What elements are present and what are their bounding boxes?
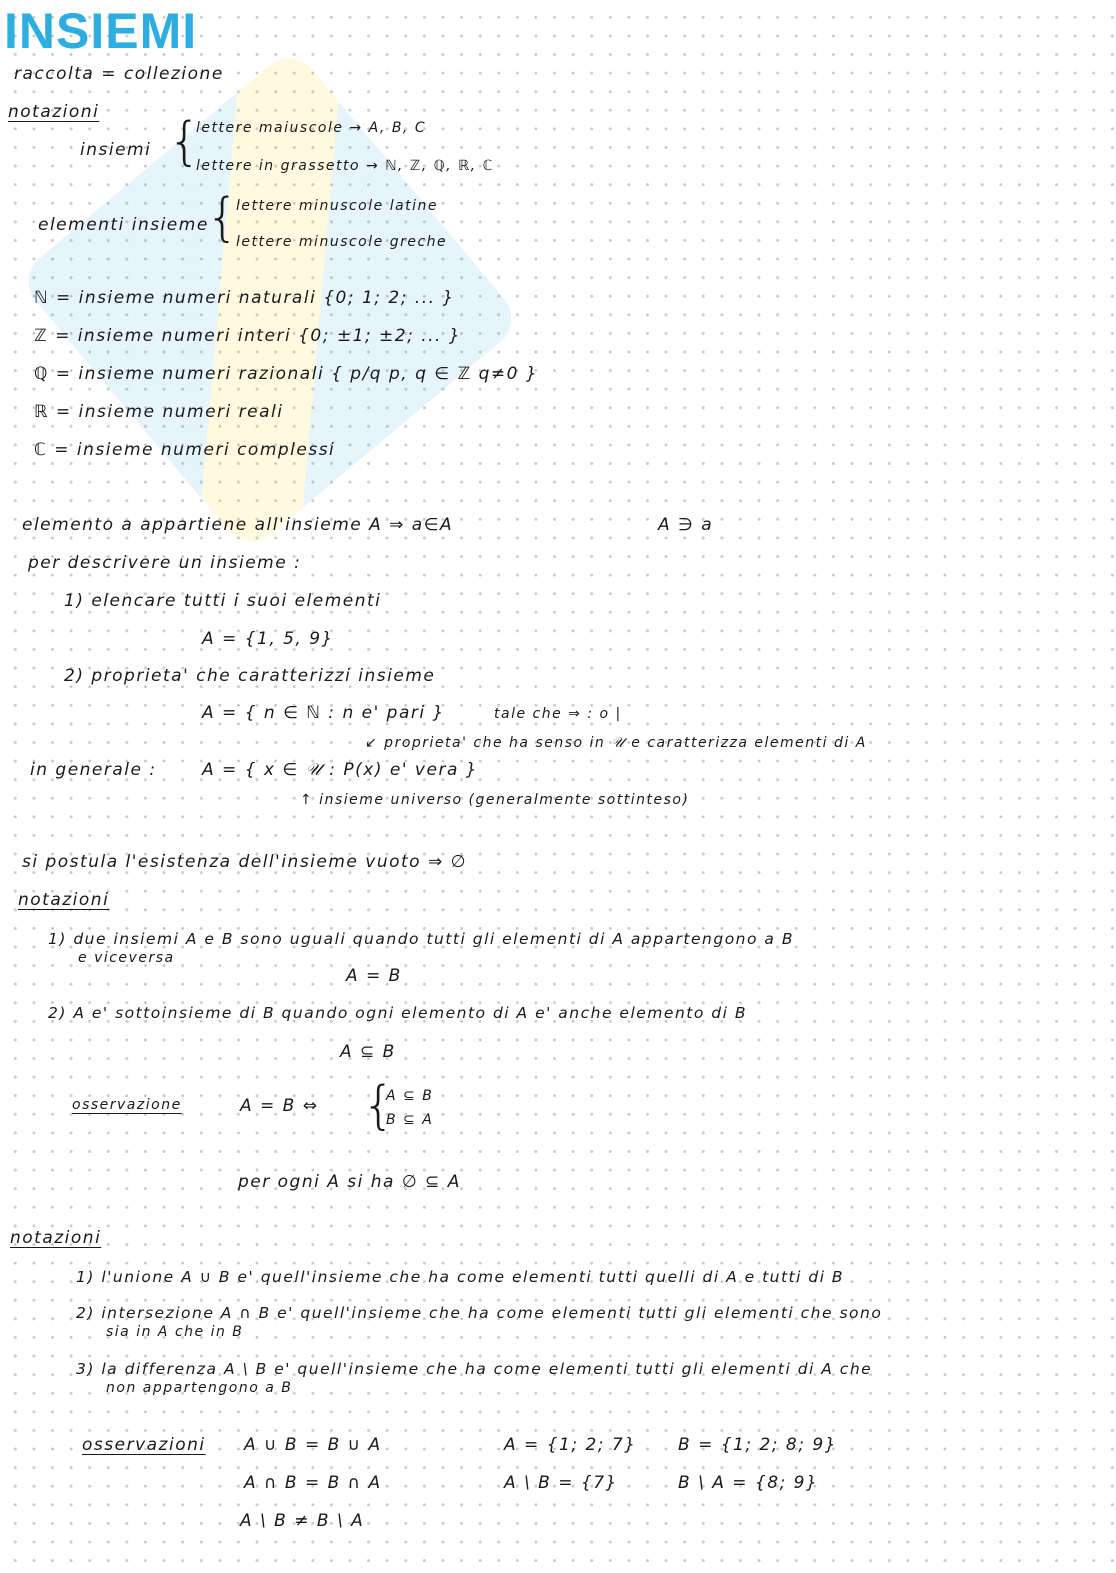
formula: A = B	[346, 966, 402, 986]
page-title: INSIEMI	[4, 3, 198, 59]
general-label: in generale :	[30, 760, 157, 780]
set-definition: ℤ = insieme numeri interi {0; ±1; ±2; ... }	[34, 326, 462, 346]
list-item: 2) A e' sottoinsieme di B quando ogni elemento di A e' anche elemento di B	[48, 1004, 747, 1022]
empty-set-line: si postula l'esistenza dell'insieme vuoto ⇒ ∅	[22, 852, 467, 872]
obs-label: osservazioni	[82, 1435, 206, 1455]
describe-step: 2) proprieta' che caratterizzi insieme	[64, 666, 436, 686]
example: B \ A = {8; 9}	[678, 1473, 819, 1493]
set-definition: ℂ = insieme numeri complessi	[34, 440, 336, 460]
section-heading: notazioni	[10, 1228, 102, 1248]
membership-line: elemento a appartiene all'insieme A ⇒ a∈A	[22, 515, 454, 535]
example: A \ B = {7}	[504, 1473, 618, 1493]
formula: A = {1, 5, 9}	[202, 629, 334, 649]
set-definition: ℕ = insieme numeri naturali {0; 1; 2; ... }	[34, 288, 455, 308]
membership-alt: A ∋ a	[658, 515, 714, 535]
case: A ⊆ B	[386, 1088, 434, 1104]
list-item-cont: non appartengono a B	[106, 1380, 293, 1396]
insiemi-item: lettere maiuscole → A, B, C	[196, 120, 427, 136]
formula: A = B ⇔	[240, 1096, 319, 1116]
formula: A = { n ∈ ℕ : n e' pari }	[202, 703, 445, 723]
note: ↑ insieme universo (generalmente sottinteso)	[300, 792, 690, 808]
label-insiemi: insiemi	[80, 140, 152, 160]
formula: per ogni A si ha ∅ ⊆ A	[238, 1172, 461, 1192]
brace-icon: {	[168, 112, 202, 172]
brace-icon: {	[362, 1076, 396, 1136]
intro-line: raccolta = collezione	[14, 64, 224, 84]
elementi-item: lettere minuscole greche	[236, 234, 448, 250]
label-elementi: elementi insieme	[38, 215, 209, 235]
list-item: 1) l'unione A ∪ B e' quell'insieme che ha come elementi tutti quelli di A e tutti di B	[76, 1268, 845, 1286]
list-item: 1) due insiemi A e B sono uguali quando tutti gli elementi di A appartengono a B	[48, 930, 794, 948]
note: ↙ proprieta' che ha senso in 𝒰 e caratterizza elementi di A	[365, 735, 867, 751]
formula: A \ B ≠ B \ A	[240, 1511, 365, 1531]
set-definition: ℝ = insieme numeri reali	[34, 402, 284, 422]
describe-heading: per descrivere un insieme :	[28, 553, 302, 573]
case: B ⊆ A	[386, 1112, 434, 1128]
describe-step: 1) elencare tutti i suoi elementi	[64, 591, 382, 611]
list-item-cont: sia in A che in B	[106, 1324, 244, 1340]
elementi-item: lettere minuscole latine	[236, 198, 439, 214]
formula: A ⊆ B	[340, 1042, 396, 1062]
list-item-cont: e viceversa	[78, 950, 175, 966]
set-definition: ℚ = insieme numeri razionali { p/q p, q ∈ ℤ q≠0 }	[34, 364, 539, 384]
formula: A ∪ B = B ∪ A	[244, 1435, 382, 1455]
formula: A ∩ B = B ∩ A	[244, 1473, 382, 1493]
example: B = {1; 2; 8; 9}	[678, 1435, 838, 1455]
obs-label: osservazione	[72, 1097, 182, 1113]
list-item: 3) la differenza A \ B e' quell'insieme che ha come elementi tutti gli elementi di A che	[76, 1360, 873, 1378]
formula: A = { x ∈ 𝒰 : P(x) e' vera }	[202, 760, 479, 780]
list-item: 2) intersezione A ∩ B e' quell'insieme che ha come elementi tutti gli elementi che sono	[76, 1304, 883, 1322]
example: A = {1; 2; 7}	[504, 1435, 637, 1455]
insiemi-item: lettere in grassetto → ℕ, ℤ, ℚ, ℝ, ℂ	[196, 158, 494, 174]
section-heading: notazioni	[8, 102, 100, 122]
brace-icon: {	[206, 188, 240, 248]
section-heading: notazioni	[18, 890, 110, 910]
note: tale che ⇒ : o |	[494, 706, 622, 722]
